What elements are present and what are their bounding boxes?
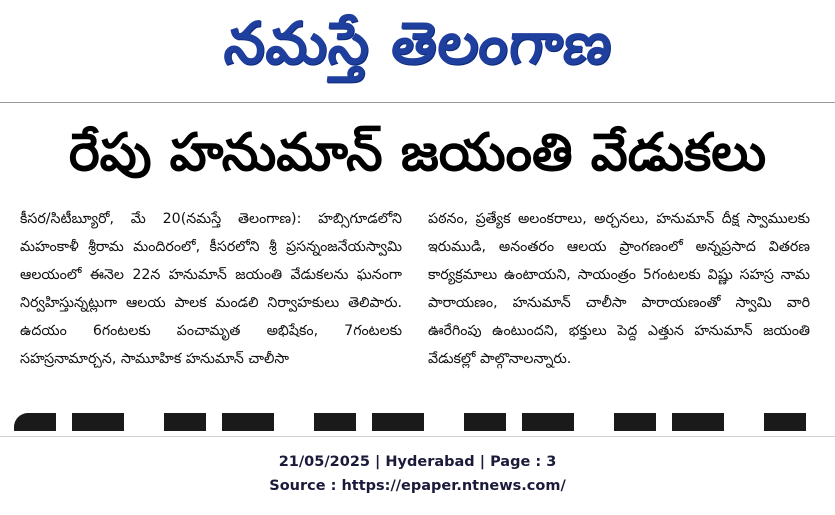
article-column-right: పఠనం, ప్రత్యేక అలంకరాలు, అర్చనలు, హనుమాన్ దీక్ష స్వాములకు ఇరుముడి, అనంతరం ఆలయ ప్రాంగణంలో అన్నప్రసాద వితరణ కార్యక్రమాలు ఉంటాయని, సాయంత్రం 5గంటలకు విష్ణు సహస్ర నామ పారాయణం, హనుమాన్ చాలీసా పారాయణంతో స్వామి వారి ఊరేగింపు ఉంటుందని, భక్తులు పెద్ద ఎత్తున హనుమాన్ జయంతి వేడుకల్లో పాల్గొనాలన్నారు. bbox=[428, 211, 810, 367]
footer-source-line: Source : https://epaper.ntnews.com/ bbox=[269, 478, 566, 494]
masthead bbox=[0, 0, 835, 100]
footer-divider bbox=[0, 436, 835, 437]
cropped-headline-ink bbox=[14, 413, 820, 431]
footer bbox=[0, 450, 835, 498]
footer-date-line: 21/05/2025 | Hyderabad | Page : 3 bbox=[278, 454, 557, 470]
article-headline: రేపు హనుమాన్ జయంతి వేడుకలు bbox=[68, 123, 767, 183]
newspaper-logo: నమస్తే తెలంగాణ bbox=[220, 8, 616, 77]
article-body bbox=[20, 205, 810, 405]
cropped-next-headline bbox=[14, 405, 820, 431]
masthead-rule bbox=[0, 102, 835, 103]
article-column-left: కీసర/సిటీబ్యూరో, మే 20(నమస్తే తెలంగాణ): హబ్సిగూడలోని మహంకాళీ శ్రీరామ మందిరంలో, కీసరలోని శ్రీ ప్రసన్నంజనేయస్వామి ఆలయంలో ఈనెల 22న హనుమాన్ జయంతి వేడుకలను ఘనంగా నిర్వహిస్తున్నట్లుగా ఆలయ పాలక మండలి నిర్వాహకులు తెలిపారు. ఉదయం 6గంటలకు పంచామృత అభిషేకం, 7గంటలకు సహస్రనామార్చన, సామూహిక హనుమాన్ చాలీసా bbox=[20, 211, 402, 367]
